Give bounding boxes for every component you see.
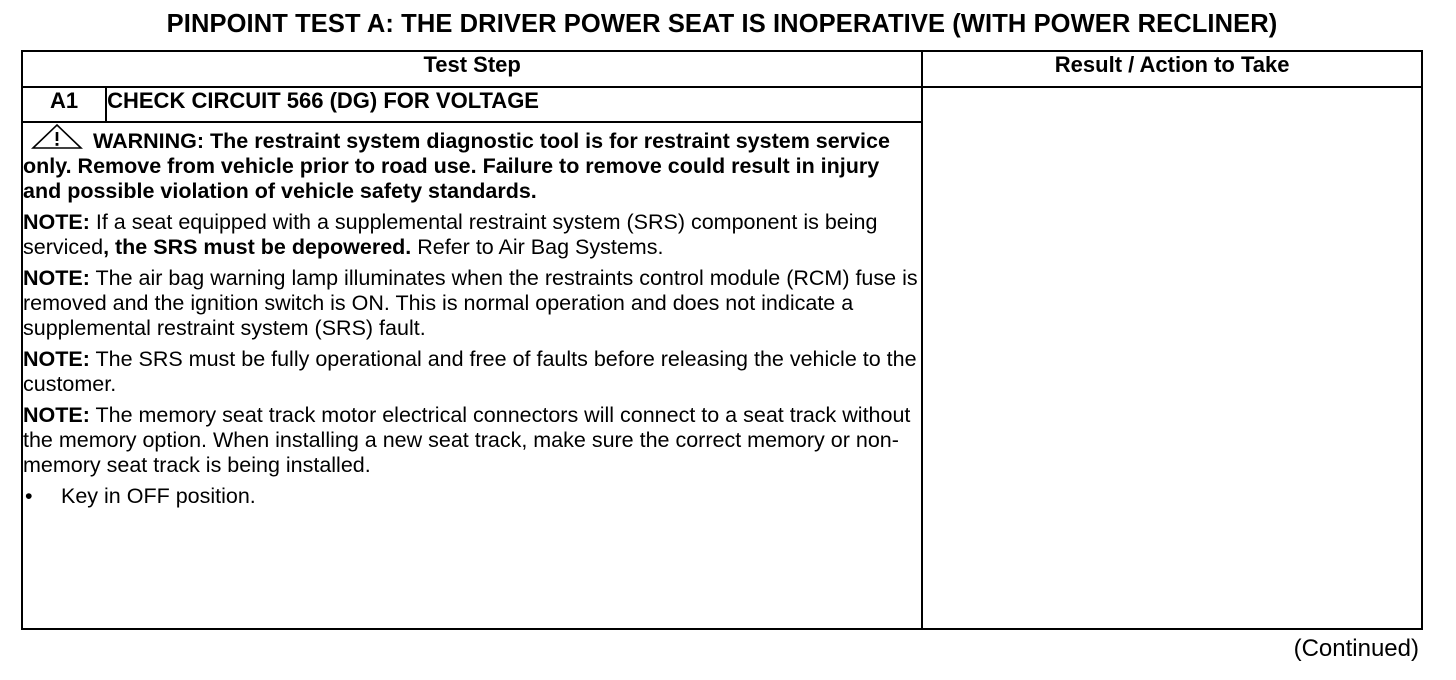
note-emphasis: , the SRS must be depowered. — [103, 235, 412, 259]
note-tail: Refer to Air Bag Systems. — [411, 235, 664, 259]
note-text: The SRS must be fully operational and free of faults before releasing the vehicle to the customer. — [23, 347, 917, 396]
note-srs-operational — [23, 347, 921, 397]
bullet-text: Key in OFF position. — [61, 484, 256, 508]
step-row — [22, 87, 1422, 122]
note-memory-seat-track — [23, 403, 921, 478]
note-text: The memory seat track motor electrical connectors will connect to a seat track without the memory option. When installing a new seat track, make sure the correct memory or non-memory seat track is being installed. — [23, 403, 911, 477]
note-lead: NOTE: — [23, 210, 90, 234]
header-test-step: Test Step — [22, 51, 922, 87]
step-id: A1 — [22, 87, 106, 122]
pinpoint-test-table — [21, 50, 1423, 630]
note-lead: NOTE: — [23, 347, 90, 371]
bullet-dot: • — [25, 484, 33, 508]
note-lead: NOTE: — [23, 266, 90, 290]
note-text: If a seat equipped with a supplemental restraint system (SRS) component is being serviced — [23, 210, 878, 259]
header-result-action: Result / Action to Take — [922, 51, 1422, 87]
note-srs-depower — [23, 210, 921, 260]
warning-block — [23, 123, 921, 204]
header-row — [22, 51, 1422, 87]
note-text: The air bag warning lamp illuminates when the restraints control module (RCM) fuse is removed and the ignition switch is ON. This is normal operation and does not indicate a supplemental restraint system (SRS) fault. — [23, 266, 918, 340]
step-body — [22, 122, 922, 629]
warning-triangle-icon — [31, 123, 83, 151]
note-lead: NOTE: — [23, 403, 90, 427]
page-title: PINPOINT TEST A: THE DRIVER POWER SEAT IS INOPERATIVE (WITH POWER RECLINER) — [166, 10, 1278, 38]
list-item — [23, 484, 921, 509]
warning-text: WARNING: The restraint system diagnostic tool is for restraint system service only. Remove from vehicle prior to road use. Failure to remove could result in injury and possible violation of vehicle safety standards. — [23, 129, 890, 203]
result-action-cell — [922, 87, 1422, 629]
note-airbag-lamp — [23, 266, 921, 341]
continued-label: (Continued) — [1293, 635, 1419, 662]
step-title: CHECK CIRCUIT 566 (DG) FOR VOLTAGE — [106, 87, 922, 122]
